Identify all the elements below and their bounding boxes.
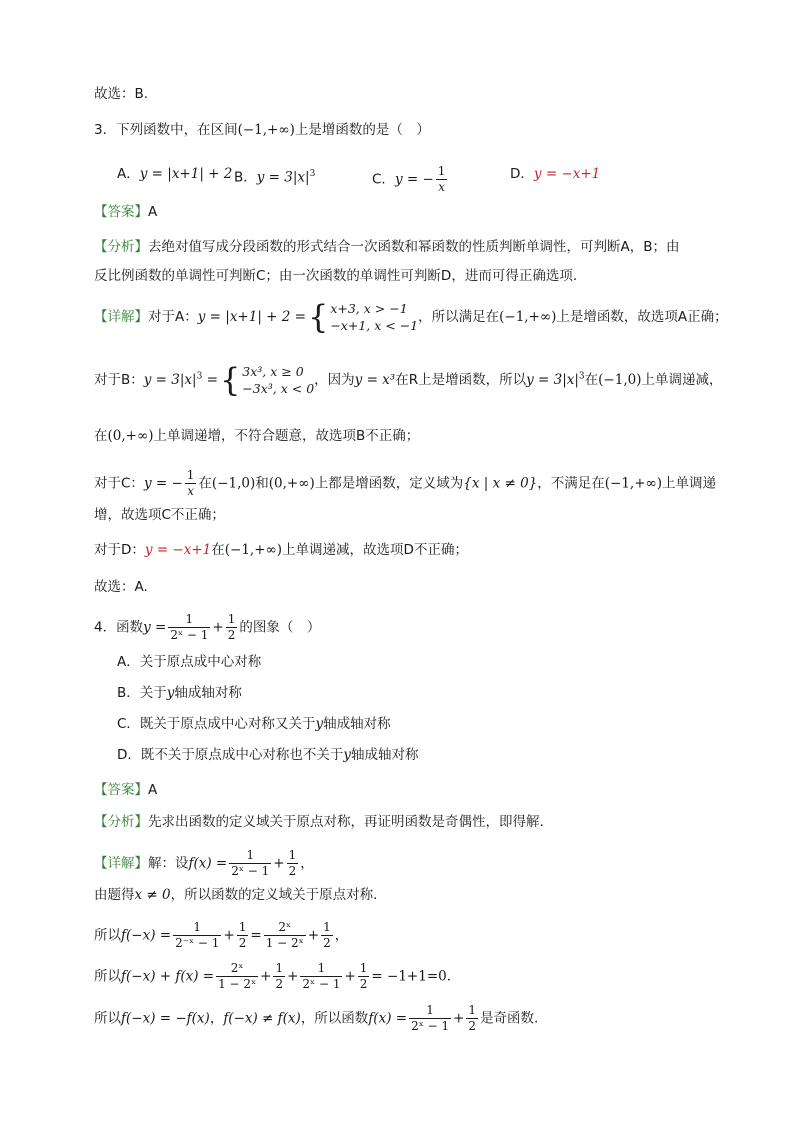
select-b-line: 故选：B. — [94, 86, 149, 102]
analysis-3-line2: 反比例函数的单调性可判断C；由一次函数的单调性可判断D，进而可得正确选项. — [94, 268, 578, 284]
fraction: $\frac{1}{2}$ — [238, 920, 247, 950]
fraction: $\frac{1}{x}$ — [186, 468, 195, 498]
fraction: $\frac{1}{\text{2ˣ − 1}}$ — [170, 612, 209, 642]
detail-4-line5: 所以f(−x) = −f(x)，f(−x) ≠ f(x)，所以函数f(x) = $\frac{1}{\text{2ˣ − 1}}$ + $\frac{1}{2}$ 是奇函数. — [94, 1003, 539, 1033]
left-brace: { — [307, 298, 329, 336]
option-b: B．$y = 3|x|^3$ — [234, 169, 316, 186]
fraction: $\frac{1}{2}$ — [275, 961, 284, 991]
question-3: 3．下列函数中，在区间(−1,+∞)上是增函数的是（ ） — [94, 122, 430, 138]
fraction: $\frac{1}{\text{2⁻ˣ − 1}}$ — [175, 920, 220, 950]
fraction: $\frac{1}{x}$ — [437, 164, 446, 194]
answer-4: 【答案】A — [94, 782, 158, 798]
detail-3-a: 【详解】对于A：y = |x+1| + 2 ={ x+3, x > −1 −x+1, x < −1 ，所以满足在(−1,+∞)上是增函数，故选项A正确； — [94, 298, 728, 336]
option-b: B．关于y轴成轴对称 — [117, 685, 242, 701]
select-a-line: 故选：A. — [94, 579, 148, 595]
fraction: $\frac{1}{\text{2ˣ − 1}}$ — [302, 961, 341, 991]
question-4: 4．函数y = $\frac{1}{\text{2ˣ − 1}}$ + $\frac{1}{2}$ 的图象（ ） — [94, 612, 321, 642]
answer-3: 【答案】A — [94, 204, 158, 220]
option-c: C．既关于原点成中心对称又关于y轴成轴对称 — [117, 716, 391, 732]
interval: (−1,+∞) — [237, 122, 295, 138]
option-d: D．y = −x+1 — [510, 166, 601, 182]
fraction: $\frac{1}{2}$ — [227, 612, 236, 642]
analysis-4: 【分析】先求出函数的定义域关于原点对称，再证明函数是奇偶性，即得解. — [94, 814, 544, 830]
analysis-tag: 【分析】 — [94, 814, 148, 830]
detail-4-line4: 所以f(−x) + f(x) = $\frac{\text{2ˣ}}{\text{1 − 2ˣ}}$ + $\frac{1}{2}$ + $\frac{1}{\text{2ˣ − 1}}$ + $\frac{1}{2}$ = −1+1=0. — [94, 961, 452, 991]
fraction: $\frac{\text{2ˣ}}{\text{1 − 2ˣ}}$ — [218, 961, 257, 991]
detail-3-c: 对于C：y = − $\frac{1}{x}$ 在(−1,0)和(0,+∞)上都是增函数，定义域为{x | x ≠ 0}，不满足在(−1,+∞)上单调递 — [94, 468, 717, 498]
fraction: $\frac{1}{2}$ — [288, 848, 297, 878]
analysis-tag: 【分析】 — [94, 239, 148, 255]
option-a: A．关于原点成中心对称 — [117, 654, 262, 670]
detail-4-line1: 【详解】解：设f(x) = $\frac{1}{\text{2ˣ − 1}}$ + $\frac{1}{2}$ ， — [94, 848, 314, 878]
fraction: $\frac{1}{\text{2ˣ − 1}}$ — [231, 848, 270, 878]
detail-3-b: 对于B：$y = 3|x|^3$ ={ 3x³, x ≥ 0 −3x³, x < 0 ，因为y = x³在R上是增函数，所以$y = 3|x|^3$在(−1,0)上单调递减， — [94, 361, 723, 399]
fraction: $\frac{1}{\text{2ˣ − 1}}$ — [411, 1003, 450, 1033]
fraction: $\frac{1}{2}$ — [468, 1003, 477, 1033]
question-number: 3． — [94, 122, 117, 138]
detail-3-c2: 增，故选项C不正确； — [94, 507, 225, 523]
detail-3-b2: 在(0,+∞)上单调递增，不符合题意，故选项B不正确； — [94, 428, 420, 444]
detail-tag: 【详解】 — [94, 309, 148, 325]
detail-4-line2: 由题得x ≠ 0，所以函数的定义域关于原点对称. — [94, 887, 378, 903]
detail-tag: 【详解】 — [94, 855, 148, 872]
fraction: $\frac{\text{2ˣ}}{\text{1 − 2ˣ}}$ — [265, 920, 304, 950]
detail-4-line3: 所以f(−x) = $\frac{1}{\text{2⁻ˣ − 1}}$ + $\frac{1}{2}$ = $\frac{\text{2ˣ}}{\text{1 − 2ˣ}}$ + $\frac{1}{2}$ ， — [94, 920, 349, 950]
answer-tag: 【答案】 — [94, 204, 148, 220]
fraction: $\frac{1}{2}$ — [359, 961, 368, 991]
option-a: A．y = |x+1| + 2 — [117, 166, 233, 182]
detail-3-d: 对于D：y = −x+1在(−1,+∞)上单调递减，故选项D不正确； — [94, 542, 468, 558]
question-number: 4． — [94, 619, 117, 636]
left-brace: { — [219, 361, 241, 399]
option-c: C．y = − $\frac{1}{x}$ — [372, 164, 446, 194]
answer-tag: 【答案】 — [94, 782, 148, 798]
fraction: $\frac{1}{2}$ — [323, 920, 331, 950]
analysis-3-line1: 【分析】去绝对值写成分段函数的形式结合一次函数和幂函数的性质判断单调性，可判断A，B；由 — [94, 239, 680, 255]
piecewise-cases: 3x³, x ≥ 0 −3x³, x < 0 — [242, 364, 315, 396]
piecewise-cases: x+3, x > −1 −x+1, x < −1 — [330, 301, 419, 333]
option-d: D．既不关于原点成中心对称也不关于y轴成轴对称 — [117, 747, 419, 763]
